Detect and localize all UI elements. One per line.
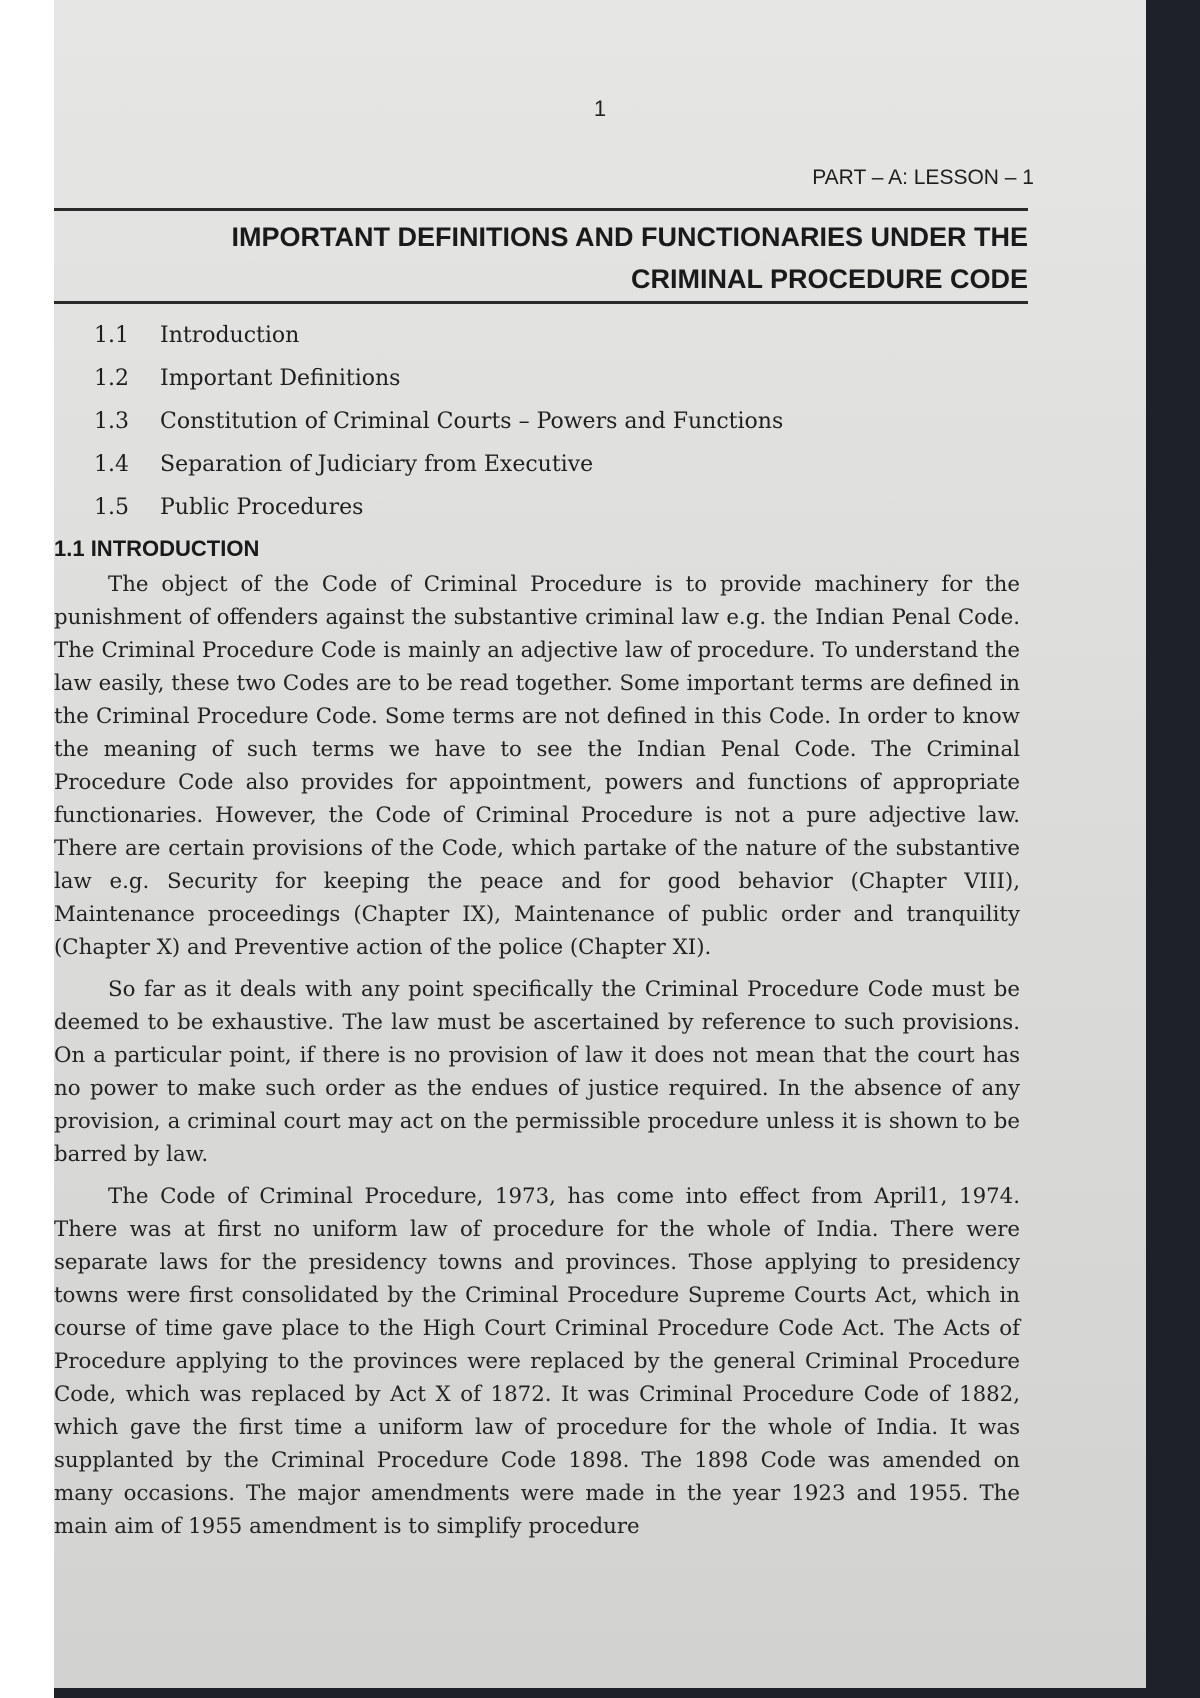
title-top-rule <box>54 208 1028 211</box>
toc-item-label: Public Procedures <box>160 495 364 520</box>
toc-item <box>94 443 783 486</box>
title-bottom-rule <box>54 301 1028 304</box>
document-page <box>54 0 1146 1688</box>
toc-item-number: 1.4 <box>94 452 129 477</box>
lesson-contents-list <box>94 314 783 529</box>
toc-item-number: 1.5 <box>94 495 129 520</box>
toc-item-label: Separation of Judiciary from Executive <box>160 452 594 477</box>
toc-item-label: Important Definitions <box>160 366 401 391</box>
section-body <box>54 568 1020 1552</box>
part-lesson-label: PART – A: LESSON – 1 <box>812 166 1034 189</box>
toc-item <box>94 357 783 400</box>
lesson-title-line-2: CRIMINAL PROCEDURE CODE <box>630 264 1028 294</box>
lesson-title-line-1: IMPORTANT DEFINITIONS AND FUNCTIONARIES UNDER THE <box>231 222 1028 252</box>
page-number: 1 <box>593 96 607 121</box>
lesson-title <box>128 216 1028 300</box>
paragraph: So far as it deals with any point specifically the Criminal Procedure Code must be deemed to be exhaustive. The law must be ascertained by reference to such provisions. On a particular point, if there is no provision of law it does not mean that the court has no power to make such order as the endues of justice required. In the absence of any provision, a criminal court may act on the permissible procedure unless it is shown to be barred by law. <box>54 977 1020 1167</box>
toc-item-number: 1.3 <box>94 409 129 434</box>
toc-item <box>94 400 783 443</box>
toc-item-label: Constitution of Criminal Courts – Powers and Functions <box>160 409 784 434</box>
toc-item <box>94 314 783 357</box>
toc-item-number: 1.1 <box>94 323 129 348</box>
toc-item-number: 1.2 <box>94 366 129 391</box>
toc-item <box>94 486 783 529</box>
section-heading: 1.1 INTRODUCTION <box>54 536 260 561</box>
paragraph: The Code of Criminal Procedure, 1973, has come into effect from April1, 1974. There was at first no uniform law of procedure for the whole of India. There were separate laws for the presidency towns and provinces. Those applying to presidency towns were first consolidated by the Criminal Procedure Supreme Courts Act, which in course of time gave place to the High Court Criminal Procedure Code Act. The Acts of Procedure applying to the provinces were replaced by the general Criminal Procedure Code, which was replaced by Act X of 1872. It was Criminal Procedure Code of 1882, which gave the first time a uniform law of procedure for the whole of India. It was supplanted by the Criminal Procedure Code 1898. The 1898 Code was amended on many occasions. The major amendments were made in the year 1923 and 1955. The main aim of 1955 amendment is to simplify procedure <box>54 1184 1020 1539</box>
toc-item-label: Introduction <box>160 323 300 348</box>
background-margin <box>0 0 54 1698</box>
paragraph: The object of the Code of Criminal Procedure is to provide machinery for the punishment of offenders against the substantive criminal law e.g. the Indian Penal Code. The Criminal Procedure Code is mainly an adjective law of procedure. To understand the law easily, these two Codes are to be read together. Some important terms are defined in the Criminal Procedure Code. Some terms are not defined in this Code. In order to know the meaning of such terms we have to see the Indian Penal Code. The Criminal Procedure Code also provides for appointment, powers and functions of appropriate functionaries. However, the Code of Criminal Procedure is not a pure adjective law. There are certain provisions of the Code, which partake of the nature of the substantive law e.g. Security for keeping the peace and for good behavior (Chapter VIII), Maintenance proceedings (Chapter IX), Maintenance of public order and tranquility (Chapter X) and Preventive action of the police (Chapter XI). <box>54 572 1020 960</box>
